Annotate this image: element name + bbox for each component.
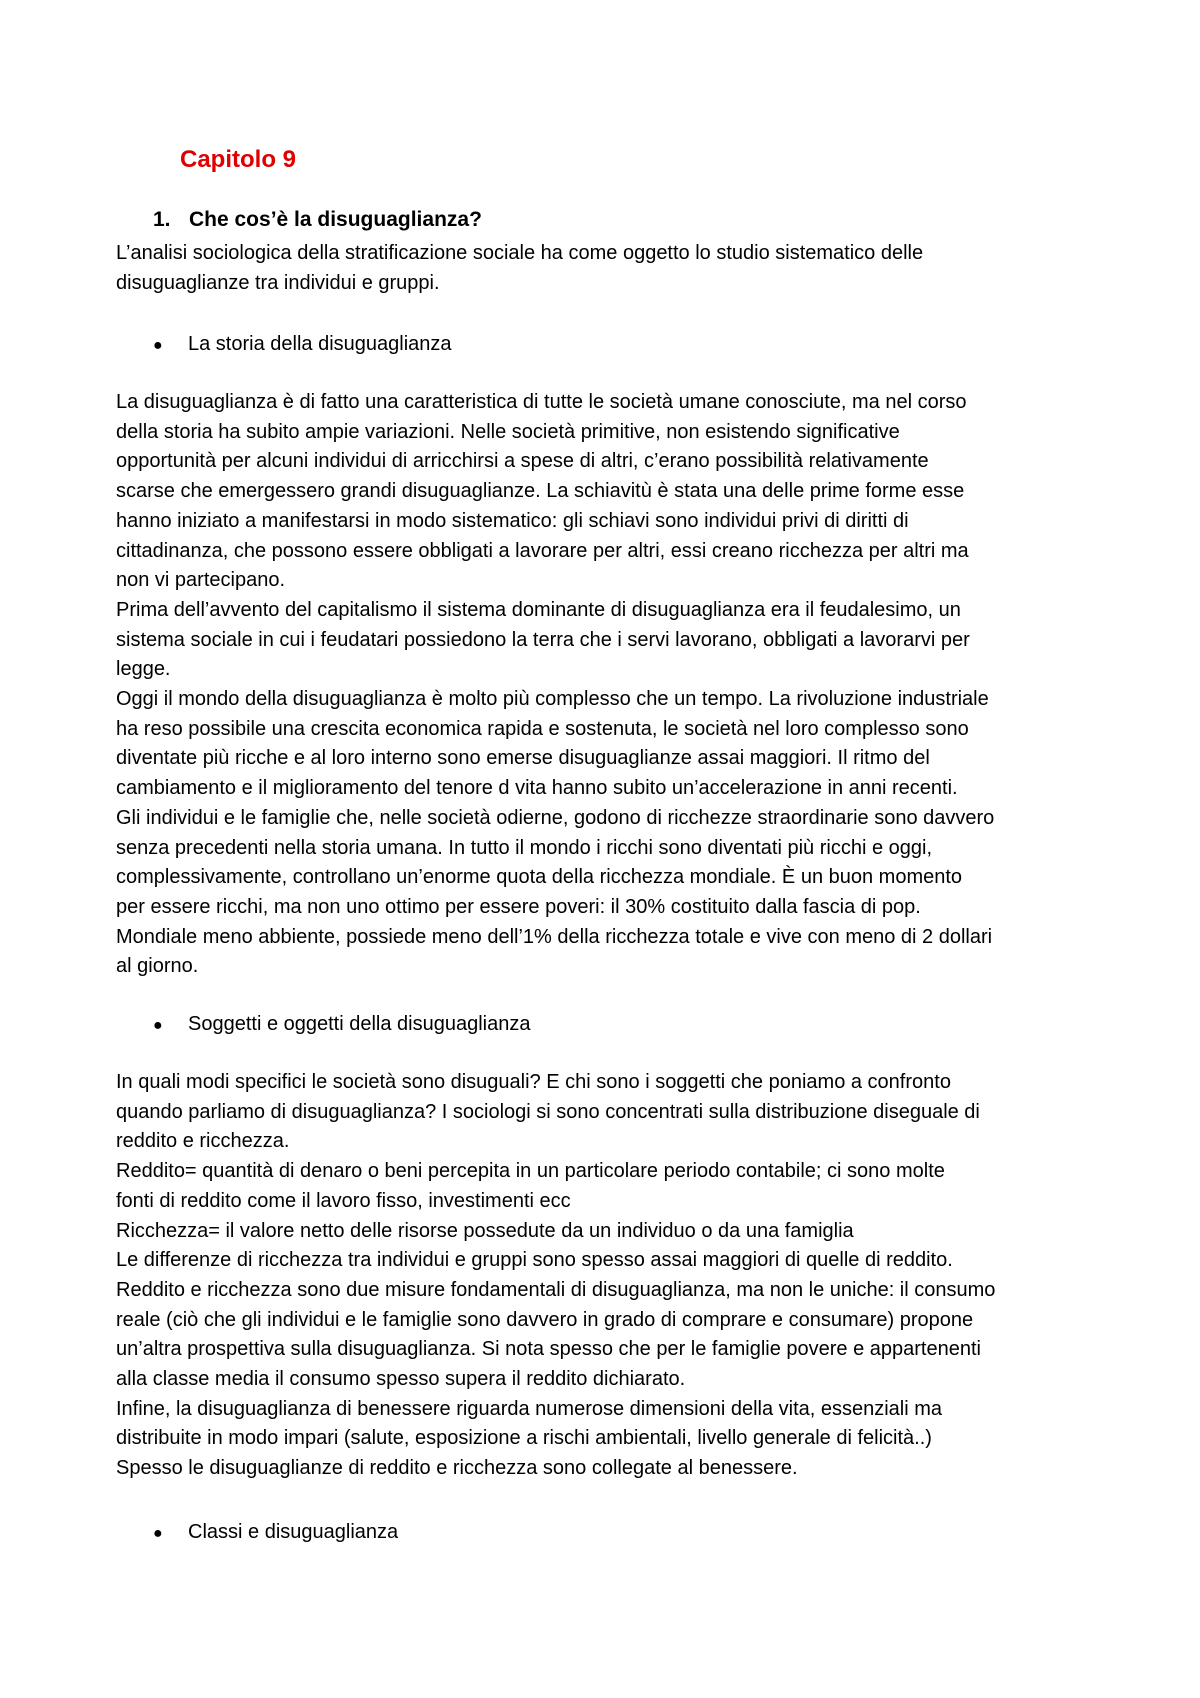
text-line: Reddito e ricchezza sono due misure fondamentali di disuguaglianza, ma non le uniche: il consumo: [116, 1278, 996, 1301]
text-line: Reddito= quantità di denaro o beni percepita in un particolare periodo contabile; ci sono molte: [116, 1160, 945, 1183]
section-heading: [153, 208, 482, 232]
text-line: Infine, la disuguaglianza di benessere riguarda numerose dimensioni della vita, essenziali ma: [116, 1397, 943, 1420]
bullet-item-soggetti: [153, 1010, 530, 1041]
text-line: hanno iniziato a manifestarsi in modo sistematico: gli schiavi sono individui privi di diritti di: [116, 509, 909, 532]
soggetti-paragraph: [116, 1068, 1116, 1484]
bullet-icon: ●: [153, 1017, 163, 1034]
bullet-icon: ●: [153, 337, 163, 354]
text-line: Ricchezza= il valore netto delle risorse possedute da un individuo o da una famiglia: [116, 1219, 854, 1242]
text-line: fonti di reddito come il lavoro fisso, investimenti ecc: [116, 1189, 571, 1212]
text-line: non vi partecipano.: [116, 569, 286, 592]
text-line: ha reso possibile una crescita economica rapida e sostenuta, le società nel loro complesso sono: [116, 717, 969, 740]
bullet-label: Soggetti e oggetti della disuguaglianza: [188, 1013, 531, 1035]
text-line: Mondiale meno abbiente, possiede meno dell’1% della ricchezza totale e vive con meno di 2 dollari: [116, 925, 993, 948]
text-line: un’altra prospettiva sulla disuguaglianza. Si nota spesso che per le famiglie povere e appartenenti: [116, 1338, 981, 1361]
section-number: 1.: [153, 208, 171, 231]
text-line: della storia ha subito ampie variazioni. Nelle società primitive, non esistendo significative: [116, 420, 900, 443]
bullet-label: La storia della disuguaglianza: [188, 333, 452, 355]
text-line: In quali modi specifici le società sono disuguali? E chi sono i soggetti che poniamo a confronto: [116, 1071, 951, 1093]
text-line: cittadinanza, che possono essere obbligati a lavorare per altri, essi creano ricchezza per altri ma: [116, 539, 969, 562]
text-line: distribuite in modo impari (salute, esposizione a rischi ambientali, livello generale di felicità..): [116, 1427, 932, 1450]
text-line: Le differenze di ricchezza tra individui e gruppi sono spesso assai maggiori di quelle di reddito.: [116, 1249, 953, 1272]
text-line: alla classe media il consumo spesso supera il reddito dichiarato.: [116, 1368, 686, 1391]
bullet-item-storia: [153, 330, 452, 361]
text-line: La disuguaglianza è di fatto una caratteristica di tutte le società umane conosciute, ma nel corso: [116, 391, 967, 413]
text-line: reale (ciò che gli individui e le famiglie sono davvero in grado di comprare e consumare) propone: [116, 1308, 974, 1331]
text-line: opportunità per alcuni individui di arricchirsi a spese di altri, c’erano possibilità relativamente: [116, 450, 929, 473]
text-line: disuguaglianze tra individui e gruppi.: [116, 271, 440, 294]
text-line: Prima dell’avvento del capitalismo il sistema dominante di disuguaglianza era il feudalesimo, un: [116, 598, 961, 621]
text-line: quando parliamo di disuguaglianza? I sociologi si sono concentrati sulla distribuzione diseguale di: [116, 1100, 980, 1123]
bullet-icon: ●: [153, 1525, 163, 1542]
text-line: al giorno.: [116, 955, 199, 978]
text-line: complessivamente, controllano un’enorme quota della ricchezza mondiale. È un buon momento: [116, 866, 963, 889]
text-line: reddito e ricchezza.: [116, 1130, 290, 1153]
bullet-item-classi: [153, 1518, 398, 1549]
text-line: diventate più ricche e al loro interno sono emerse disuguaglianze assai maggiori. Il ritmo del: [116, 747, 930, 770]
text-line: Gli individui e le famiglie che, nelle società odierne, godono di ricchezze straordinarie sono davvero: [116, 806, 995, 829]
section-title: Che cos’è la disuguaglianza?: [189, 208, 482, 231]
chapter-title: Capitolo 9: [180, 146, 297, 173]
text-line: L’analisi sociologica della stratificazione sociale ha come oggetto lo studio sistematico delle: [116, 242, 924, 264]
text-line: sistema sociale in cui i feudatari possiedono la terra che i servi lavorano, obbligati a lavorarvi per: [116, 628, 970, 651]
text-line: cambiamento e il miglioramento del tenore d vita hanno subito un’accelerazione in anni recenti.: [116, 777, 958, 800]
text-line: per essere ricchi, ma non uno ottimo per essere poveri: il 30% costituito dalla fascia di pop.: [116, 895, 921, 918]
text-line: Oggi il mondo della disuguaglianza è molto più complesso che un tempo. La rivoluzione industriale: [116, 688, 989, 711]
bullet-label: Classi e disuguaglianza: [188, 1521, 399, 1543]
text-line: Spesso le disuguaglianze di reddito e ricchezza sono collegate al benessere.: [116, 1457, 798, 1480]
storia-paragraph: [116, 388, 1116, 982]
intro-paragraph: [116, 239, 1116, 298]
text-line: legge.: [116, 658, 171, 681]
text-line: scarse che emergessero grandi disuguaglianze. La schiavitù è stata una delle prime forme esse: [116, 480, 965, 503]
text-line: senza precedenti nella storia umana. In tutto il mondo i ricchi sono diventati più ricchi e oggi,: [116, 836, 933, 859]
